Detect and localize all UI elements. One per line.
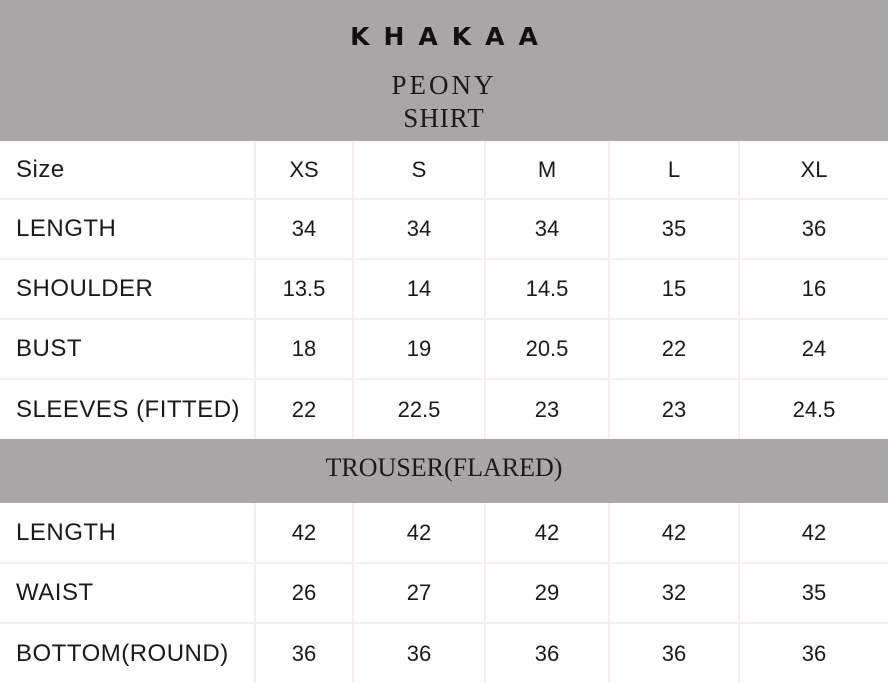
size-header-row: [0, 141, 888, 199]
table-cell: 26: [255, 563, 353, 623]
table-cell: 24.5: [739, 379, 888, 439]
row-label: LENGTH: [0, 199, 255, 259]
table-cell: 14.5: [485, 259, 609, 319]
table-cell: 16: [739, 259, 888, 319]
table-cell: 36: [485, 623, 609, 683]
table-cell: 23: [485, 379, 609, 439]
size-header-cell: S: [353, 141, 485, 199]
size-header-cell: XL: [739, 141, 888, 199]
table-cell: 42: [609, 503, 739, 563]
row-label: BOTTOM(ROUND): [0, 623, 255, 683]
table-cell: 29: [485, 563, 609, 623]
table-row: [0, 503, 888, 563]
table-cell: 36: [255, 623, 353, 683]
table-cell: 20.5: [485, 319, 609, 379]
table-cell: 13.5: [255, 259, 353, 319]
table-row: [0, 319, 888, 379]
table-row: [0, 623, 888, 683]
table-cell: 42: [739, 503, 888, 563]
header-band: [0, 0, 888, 141]
table-cell: 32: [609, 563, 739, 623]
table-cell: 19: [353, 319, 485, 379]
garment-title: SHIRT: [403, 103, 485, 133]
row-label: SHOULDER: [0, 259, 255, 319]
table-row: [0, 259, 888, 319]
table-cell: 14: [353, 259, 485, 319]
trouser-section-band: [0, 439, 888, 503]
size-header-cell: L: [609, 141, 739, 199]
row-label: SLEEVES (FITTED): [0, 379, 255, 439]
table-cell: 34: [485, 199, 609, 259]
product-name: PEONY: [391, 70, 497, 100]
table-cell: 36: [739, 623, 888, 683]
size-header-label: Size: [0, 141, 255, 199]
table-cell: 23: [609, 379, 739, 439]
size-header-cell: M: [485, 141, 609, 199]
table-cell: 36: [609, 623, 739, 683]
table-cell: 42: [485, 503, 609, 563]
table-row: [0, 563, 888, 623]
row-label: WAIST: [0, 563, 255, 623]
table-cell: 22: [609, 319, 739, 379]
table-cell: 18: [255, 319, 353, 379]
table-row: [0, 379, 888, 439]
table-cell: 27: [353, 563, 485, 623]
table-cell: 35: [609, 199, 739, 259]
brand-logo: KHAKAA: [350, 22, 552, 51]
table-cell: 42: [353, 503, 485, 563]
table-cell: 15: [609, 259, 739, 319]
table-row: [0, 199, 888, 259]
row-label: BUST: [0, 319, 255, 379]
row-label: LENGTH: [0, 503, 255, 563]
table-cell: 36: [739, 199, 888, 259]
table-cell: 24: [739, 319, 888, 379]
table-cell: 22: [255, 379, 353, 439]
table-cell: 22.5: [353, 379, 485, 439]
table-cell: 34: [255, 199, 353, 259]
table-cell: 34: [353, 199, 485, 259]
trouser-section-title: TROUSER(FLARED): [325, 453, 563, 482]
size-header-cell: XS: [255, 141, 353, 199]
table-cell: 35: [739, 563, 888, 623]
trouser-size-table: [0, 503, 888, 683]
table-cell: 42: [255, 503, 353, 563]
shirt-size-table: [0, 141, 888, 439]
table-cell: 36: [353, 623, 485, 683]
